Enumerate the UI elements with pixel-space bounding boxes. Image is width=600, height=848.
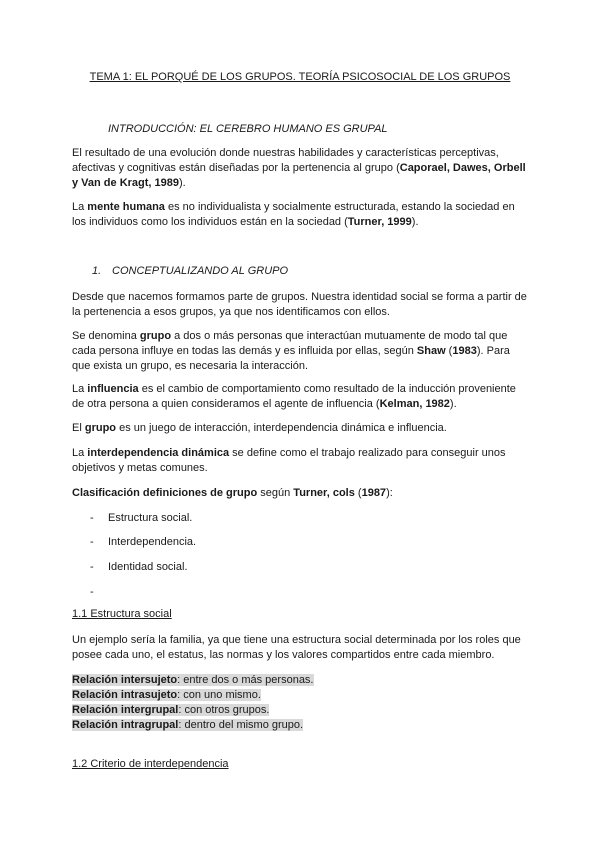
paragraph-text: Se denomina <box>72 330 140 342</box>
paragraph-text: La <box>72 201 88 213</box>
paragraph-text: La <box>72 447 88 459</box>
paragraph-text: es el cambio de comportamiento como resultado de la inducción proveniente de otra persona a quien consideramos el agente de influencia ( <box>72 383 516 410</box>
citation-author: Shaw <box>416 345 446 357</box>
subsection-heading: 1.1 Estructura social <box>72 608 172 620</box>
relation-definition: : con uno mismo. <box>177 689 261 701</box>
list-item <box>90 511 192 526</box>
list-item <box>90 560 188 575</box>
paragraph-grupo-def <box>72 329 528 374</box>
citation-year: 1983 <box>452 345 477 357</box>
relation-definition: : entre dos o más personas. <box>177 674 314 686</box>
list-item-text: Estructura social. <box>108 512 193 524</box>
subsection-heading: 1.2 Criterio de interdependencia <box>72 758 229 770</box>
paragraph-interdependencia <box>72 446 528 476</box>
paragraph-text: ): <box>386 487 393 499</box>
key-term: interdependencia dinámica <box>87 447 230 459</box>
paragraph-text: ). Para que exista un grupo, es necesaria la interacción. <box>72 345 510 372</box>
paragraph-text: es no individualista y socialmente estructurada, estando la sociedad en los individuos como los individuos están en la sociedad ( <box>72 201 515 228</box>
paragraph-evolution <box>72 146 528 191</box>
paragraph-text: La <box>72 383 88 395</box>
paragraph-text: según <box>257 487 294 499</box>
citation: Caporael, Dawes, Orbell y Van de Kragt, 1989 <box>72 162 526 189</box>
paragraph-influencia <box>72 382 528 412</box>
paragraph-text: ). <box>449 398 457 410</box>
highlighted-text <box>72 719 303 731</box>
relation-line <box>72 718 528 733</box>
key-term: Clasificación definiciones de grupo <box>72 487 258 499</box>
list-bullet: - <box>90 586 94 598</box>
section-heading <box>92 264 288 279</box>
section-number: 1. <box>92 265 102 277</box>
paragraph-grupos: Desde que nacemos formamos parte de grupos. Nuestra identidad social se forma a partir de la pertenencia a esos grupos, ya que nos identificamos con ellos. <box>72 291 527 318</box>
relation-definition: : dentro del mismo grupo. <box>178 719 304 731</box>
paragraph-text: El resultado de una evolución donde nuestras habilidades y características perceptivas, afectivas y cognitivas están diseñadas por la pertenencia al grupo ( <box>72 147 499 174</box>
relation-term: Relación intergrupal <box>72 704 179 716</box>
paragraph-text: se define como el trabajo realizado para conseguir unos objetivos y metas comunes. <box>72 447 506 474</box>
list-item <box>90 585 108 600</box>
paragraph-text: ( <box>445 345 453 357</box>
document-title: TEMA 1: EL PORQUÉ DE LOS GRUPOS. TEORÍA PSICOSOCIAL DE LOS GRUPOS <box>89 71 511 83</box>
paragraph-clasificacion <box>72 486 528 501</box>
paragraph-text: ). <box>179 177 186 189</box>
highlighted-text <box>72 689 261 701</box>
relation-line <box>72 703 528 718</box>
paragraph-text: es un juego de interacción, interdependencia dinámica e influencia. <box>116 422 447 434</box>
paragraph-text: ( <box>354 487 362 499</box>
list-item <box>90 535 196 550</box>
citation: Turner, 1999 <box>347 216 412 228</box>
paragraph-text: El <box>72 422 85 434</box>
highlighted-text <box>72 704 269 716</box>
paragraph-text: ). <box>411 216 419 228</box>
paragraph-text: a dos o más personas que interactúan mutuamente de modo tal que cada persona influye en todas las demás y es influida por ellas, según <box>72 330 508 357</box>
key-term: grupo <box>139 330 172 342</box>
relation-line <box>72 673 528 688</box>
list-bullet: - <box>90 536 94 548</box>
list-bullet: - <box>90 512 94 524</box>
intro-heading: INTRODUCCIÓN: EL CEREBRO HUMANO ES GRUPAL <box>108 123 388 135</box>
section-title: CONCEPTUALIZANDO AL GRUPO <box>112 265 289 277</box>
relation-term: Relación intrasujeto <box>72 689 178 701</box>
paragraph-mente-humana <box>72 200 528 230</box>
relation-term: Relación intersujeto <box>72 674 178 686</box>
relation-line <box>72 688 528 703</box>
key-term: mente humana <box>87 201 165 213</box>
list-bullet: - <box>90 561 94 573</box>
key-term: influencia <box>87 383 139 395</box>
highlighted-text <box>72 674 314 686</box>
relation-term: Relación intragrupal <box>72 719 179 731</box>
paragraph-familia: Un ejemplo sería la familia, ya que tiene una estructura social determinada por los roles que posee cada uno, el estatus, las normas y los valores compartidos entre cada miembro. <box>72 634 521 661</box>
citation-author: Turner, cols <box>293 487 355 499</box>
paragraph-grupo-juego <box>72 421 528 436</box>
list-item-text: Interdependencia. <box>108 536 197 548</box>
list-item-text: Identidad social. <box>108 561 188 573</box>
citation-year: 1987 <box>361 487 387 499</box>
key-term: grupo <box>84 422 117 434</box>
citation: Kelman, 1982 <box>379 398 450 410</box>
relation-definition: : con otros grupos. <box>178 704 270 716</box>
